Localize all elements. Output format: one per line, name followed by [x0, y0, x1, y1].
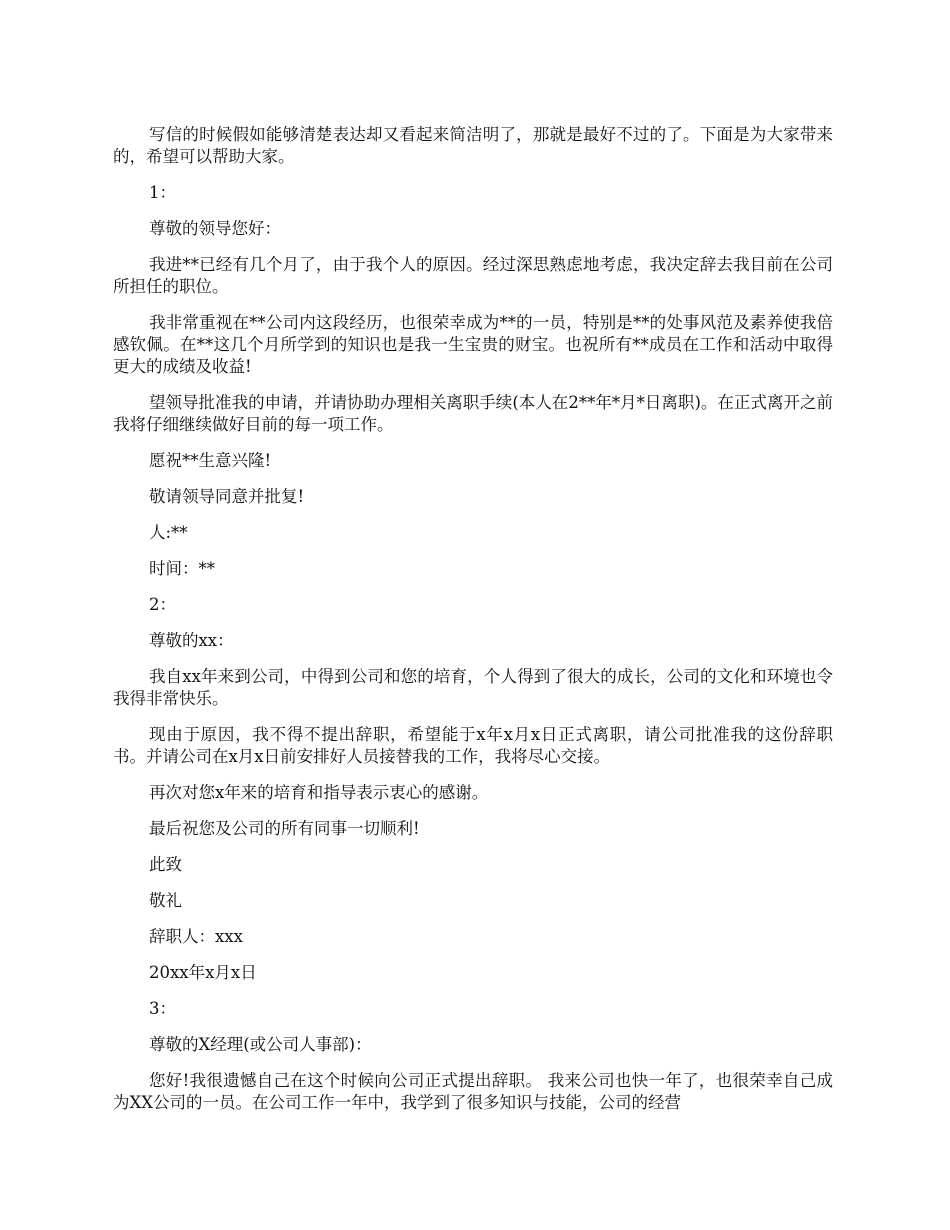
salutation: 尊敬的X经理(或公司人事部)： [149, 1035, 372, 1054]
section-heading-1: 1： [149, 183, 176, 202]
signature-line: 人:** [149, 523, 188, 542]
body-paragraph: 您好!我很遗憾自己在这个时候向公司正式提出辞职。 我来公司也快一年了，也很荣幸自己成为XX公司的一员。在公司工作一年中，我学到了很多知识与技能，公司的经营 [113, 1071, 833, 1112]
closing-line: 最后祝您及公司的所有同事一切顺利! [149, 819, 420, 838]
body-paragraph: 望领导批准我的申请，并请协助办理相关离职手续(本人在2**年*月*日离职)。在正式离开之前我将仔细继续做好目前的每一项工作。 [113, 393, 833, 434]
closing-line: 愿祝**生意兴隆! [149, 451, 272, 470]
section-heading-2: 2： [149, 595, 176, 614]
body-paragraph: 再次对您x年来的培育和指导表示衷心的感谢。 [149, 783, 489, 802]
body-paragraph: 我自xx年来到公司，中得到公司和您的培育，个人得到了很大的成长，公司的文化和环境也令我得非常快乐。 [113, 667, 833, 708]
body-paragraph: 现由于原因，我不得不提出辞职，希望能于x年x月x日正式离职，请公司批准我的这份辞职书。并请公司在x月x日前安排好人员接替我的工作，我将尽心交接。 [113, 725, 833, 766]
salutation: 尊敬的领导您好： [149, 219, 281, 238]
body-paragraph: 我进**已经有几个月了，由于我个人的原因。经过深思熟虑地考虑，我决定辞去我目前在公司所担任的职位。 [113, 255, 833, 296]
document-body [113, 124, 833, 1128]
closing-line: 此致 [149, 855, 182, 874]
salutation: 尊敬的xx： [149, 631, 234, 650]
date-line: 20xx年x月x日 [149, 963, 257, 982]
intro-paragraph: 写信的时候假如能够清楚表达却又看起来简洁明了，那就是最好不过的了。下面是为大家带来的，希望可以帮助大家。 [113, 125, 833, 166]
section-heading-3: 3： [149, 999, 176, 1018]
closing-line: 敬礼 [149, 891, 182, 910]
closing-line: 敬请领导同意并批复! [149, 487, 305, 506]
signature-line: 辞职人：xxx [149, 927, 243, 946]
body-paragraph: 我非常重视在**公司内这段经历，也很荣幸成为**的一员，特别是**的处事风范及素养使我倍感钦佩。在**这几个月所学到的知识也是我一生宝贵的财宝。也祝所有**成员在工作和活动中取得更大的成绩及收益! [113, 313, 833, 376]
date-line: 时间：** [149, 559, 215, 578]
